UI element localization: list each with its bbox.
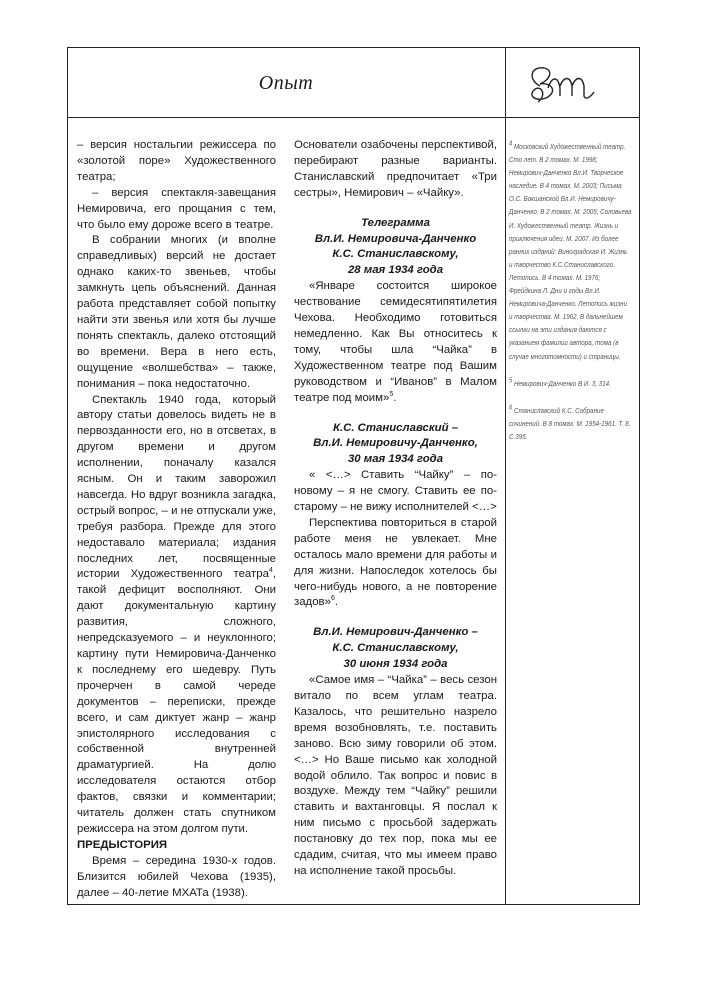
- letter-heading-line: 30 июня 1934 года: [343, 658, 448, 671]
- footnotes-column: [509, 140, 632, 457]
- section-title: Опыт: [258, 72, 314, 94]
- footnote-text: Станиславский К.С. Собрание сочинений. В 8 томах. М. 1954-1961. Т. 8. С.395.: [509, 405, 631, 441]
- footnote: [509, 404, 632, 443]
- quotation-text: Перспектива повториться в старой работе меня не увлекает. Мне осталось мало времени для работы и для жизни. Напоследок хотелось бы чего-нибудь нового, а не повторение задов»: [294, 516, 497, 609]
- quotation-text: «Январе состоится широкое чествование семидесятипятилетия Чехова. Необходимо готовиться немедленно. Как Вы относитесь к тому, чтобы шла “Чайка” в Художественном театре под Вашим руководством и “Иванов” в Малом театре под моим»: [294, 280, 497, 404]
- letter-heading-line: К.С. Станиславский –: [332, 421, 459, 434]
- letter-heading-line: К.С. Станиславскому,: [332, 248, 459, 261]
- letter-heading-line: Телеграмма: [361, 216, 430, 229]
- paragraph: – версия ностальгии режиссера по «золотой поре» Художественного театра;: [77, 139, 276, 183]
- text-column-left: [77, 138, 276, 902]
- header-divider: [67, 117, 640, 118]
- letter-heading: [294, 216, 497, 280]
- letter-heading-line: Вл.И. Немирович-Данченко –: [313, 626, 478, 639]
- quotation-end: .: [334, 596, 339, 609]
- footnote-ref: 6: [330, 595, 335, 603]
- letter-heading-line: К.С. Станиславскому,: [332, 642, 459, 655]
- section-heading: ПРЕДЫСТОРИЯ: [77, 838, 168, 851]
- footnote: [509, 140, 632, 363]
- footnote-number: 5: [509, 377, 513, 385]
- paragraph: В собрании многих (и вполне справедливых) версий не достает однако каких-то звеньев, чтобы замкнуть цепь объяснений. Данная работа представляет собой попытку найти эти звенья или хотя бы лучше понять спектакль, далеко отстоящий во времени. Вера в него есть, ощущение «волшебства» – также, понимания – пока недостаточно.: [77, 234, 276, 390]
- notes-column-divider: [505, 47, 506, 905]
- paragraph-text: , такой дефицит восполняют. Они дают документальную картину развития, сложного, непредсказуемого – и неуклонного; картину пути Немировича-Данченко к последнему его шедевру. Путь прочерчен в самой череде документов – переписки, прежде всего, и сам диктует жанр – жанр эпистолярного исследования с собственной внутренней драматургией. На долю исследователя остаются отбор фактов, связки и комментарии; читатель должен стать спутником режиссера на этом долгом пути.: [77, 568, 276, 835]
- paragraph: Основатели озабочены перспективой, перебирают разные варианты. Станиславский предпочитает «Три сестры», Немирович – «Чайку».: [294, 139, 497, 199]
- footnote-number: 6: [509, 404, 513, 412]
- footnote-number: 4: [509, 140, 513, 148]
- footnote-text: Немирович-Данченко В.И. 3, 314.: [513, 378, 611, 388]
- paragraph: [77, 393, 276, 838]
- letter-heading-line: Вл.И. Немировичу-Данченко,: [313, 437, 478, 450]
- footnote: [509, 377, 632, 390]
- quotation: « <…> Ставить “Чайку” – по-новому – я не смогу. Ставить ее по-старому – не вижу исполнителей <…>: [294, 469, 497, 514]
- quotation: [294, 279, 497, 406]
- footnote-text: Московский Художественный театр. Сто лет. В 2 томах. М. 1998; Немирович-Данченко Вл.И. Творческое наследие. В 4 томах. М. 2003; Письма О.С. Бокшанской Вл.И. Немировичу-Данченко. В 2 томах. М. 2005; Соловьева И. Художественный театр. Жизнь и приключения идеи. М. 2007. Из более ранних изданий: Виноградская И. Жизнь и творчество К.С.Станиславского. Летопись. В 4 томах. М. 1976; Фрейдкина Л. Дни и годы Вл.И. Немировича-Данченко. Летопись жизни и творчества. М. 1962. В дальнейшем ссылки на эти издания даются с указанием фамилии автора, тома (в случае многотомности) и страницы.: [509, 142, 632, 361]
- footnote-ref: 4: [268, 567, 273, 575]
- quotation-end: .: [393, 391, 397, 404]
- letter-heading: [294, 421, 497, 469]
- letter-heading-line: 30 мая 1934 года: [347, 453, 444, 466]
- letter-heading-line: Вл.И. Немировича-Данченко: [314, 232, 477, 245]
- paragraph-text: Спектакль 1940 года, который автору статьи довелось видеть не в первозданности его, но в отсветах, в другом времени и другом исполнении, поначалу казался ясным. Он и таким заворожил навсегда. Но вдруг возникла загадка, острый вопрос, – и не отпускали уже, требуя разбора. Прежде для этого недоставало материала; издания последних лет, посвященные истории Художественного театра: [77, 393, 276, 581]
- paragraph: – версия спектакля-завещания Немировича, его прощания с тем, что было ему дороже всего в театре.: [77, 186, 276, 231]
- paragraph: Время – середина 1930-х годов. Близится юбилей Чехова (1935), далее – 40-летие МХАТа (1938).: [77, 854, 276, 899]
- text-column-middle: [294, 138, 497, 880]
- quotation: [294, 516, 497, 611]
- letter-heading: [294, 625, 497, 673]
- journal-logo-monogram: [520, 58, 600, 111]
- footnote-ref: 5: [389, 390, 394, 398]
- quotation: «Самое имя – “Чайка” – весь сезон витало по всем углам театра. Казалось, что решительно назрело время возобновлять, т.е. поставить заново. Всю зиму говорили об этом. <…> Но Ваше письмо как холодной водой облило. Так вопрос и повис в воздухе. Между тем “Чайку” решили ставить и вахтанговцы. Я послал к ним письмо с просьбой задержать постановку до тех пор, пока мы ее сдадим, считая, что мы имеем право на исполнение такой просьбы.: [294, 674, 497, 877]
- letter-heading-line: 28 мая 1934 года: [347, 264, 444, 277]
